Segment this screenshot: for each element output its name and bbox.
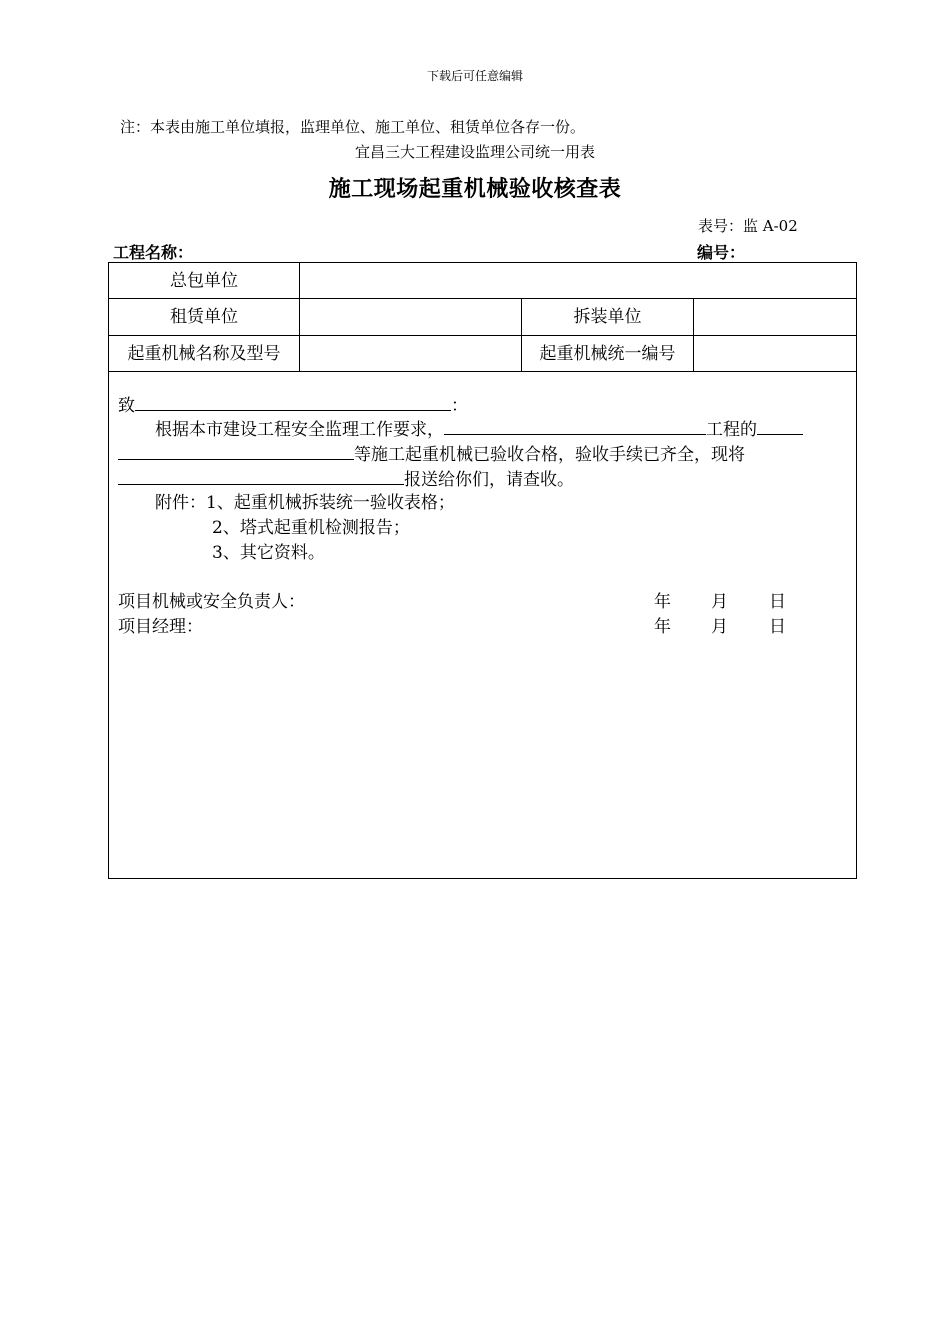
installation-unit-label: 拆装单位 [573,307,642,327]
to-colon: ： [451,396,468,416]
page-title: 施工现场起重机械验收核查表 [328,176,622,202]
attachment-item: 1、起重机械拆装统一验收表格； [206,493,455,513]
project-suffix: 工程的 [706,420,757,440]
signer1-day: 日 [769,592,786,612]
documents-blank[interactable] [118,466,404,485]
attachment-item: 2、塔式起重机检测报告； [212,518,410,538]
general-contractor-label: 总包单位 [170,271,238,291]
to-label: 致 [118,396,135,416]
signer2-year: 年 [654,617,671,637]
attachment-line-1 [155,491,455,516]
attachment-item: 3、其它资料。 [212,543,325,563]
machine-name-model-label: 起重机械名称及型号 [127,344,281,364]
machine-name-model-field[interactable] [300,336,521,372]
recipient-blank[interactable] [135,392,451,411]
project-name-label: 工程名称： [113,243,194,262]
machine-unified-number-label: 起重机械统一编号 [539,344,676,364]
form-number: 表号：监 A-02 [698,217,798,235]
signer2-day: 日 [769,617,786,637]
attachment-label: 附件： [155,493,206,513]
general-contractor-field[interactable] [300,263,856,299]
letter-line-2-text: 等施工起重机械已验收合格，验收手续已齐全，现将 [354,445,745,465]
letter-line-1-text: 根据本市建设工程安全监理工作要求， [155,420,444,440]
signer1-month: 月 [711,592,728,612]
inspection-form-table [108,262,857,879]
signer-machine-safety-label: 项目机械或安全负责人： [118,592,305,612]
signer1-year: 年 [654,592,671,612]
serial-number-label: 编号： [697,243,746,262]
form-note: 注：本表由施工单位填报，监理单位、施工单位、租赁单位各存一份。 [120,118,586,136]
letter-line-3 [118,466,574,493]
leasing-unit-label: 租赁单位 [170,307,238,327]
machine-unified-number-field[interactable] [694,336,856,372]
installation-unit-field[interactable] [694,299,856,335]
leasing-unit-field[interactable] [300,299,521,335]
signer-project-manager-label: 项目经理： [118,617,203,637]
download-note: 下载后可任意编辑 [426,69,523,83]
machine-blank-cont[interactable] [118,441,354,460]
machine-blank-start[interactable] [757,416,803,435]
company-form-label: 宜昌三大工程建设监理公司统一用表 [354,143,595,161]
letter-to-line [118,392,468,419]
signer2-month: 月 [711,617,728,637]
letter-line-2 [118,441,745,468]
project-blank[interactable] [444,416,706,435]
letter-line-1 [155,416,803,443]
letter-line-3-text: 报送给你们，请查收。 [404,470,574,490]
